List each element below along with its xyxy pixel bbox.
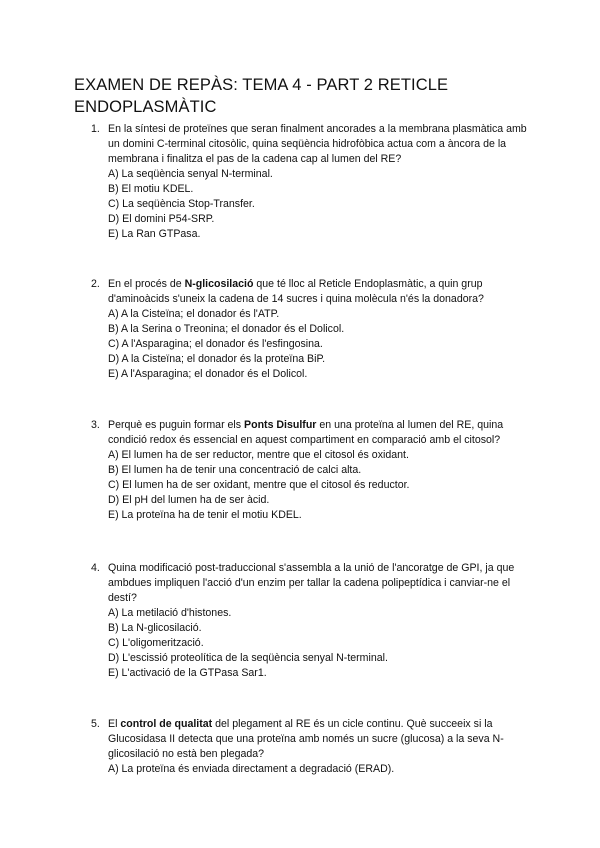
question-text: Perquè es puguin formar els Ponts Disulfur en una proteïna al lumen del RE, quina condició redox és essencial en aquest compartiment en comparació amb el citosol? (108, 419, 504, 446)
question-number: 5. (91, 718, 100, 730)
question-text: El control de qualitat del plegament al RE és un cicle continu. Què succeeix si la Glucosidasa II detecta que una proteïna amb només un sucre (glucosa) a la seva N-glicosilació no està ben plegada? (108, 718, 504, 760)
answer-option-a: A) La proteïna és enviada directament a degradació (ERAD). (108, 763, 395, 775)
answer-option-d: D) El domini P54-SRP. (108, 213, 215, 225)
answer-options (108, 606, 541, 681)
answer-option-c: C) A l'Asparagina; el donador és l'esfingosina. (108, 338, 323, 350)
answer-option-a: A) La metilació d'histones. (108, 607, 232, 619)
answer-option-a: A) El lumen ha de ser reductor, mentre que el citosol és oxidant. (108, 449, 409, 461)
question-number: 3. (91, 419, 100, 431)
answer-option-c: C) El lumen ha de ser oxidant, mentre que el citosol és reductor. (108, 479, 410, 491)
question-text: Quina modificació post-traduccional s'assembla a la unió de l'ancoratge de GPI, ja que ambdues impliquen l'acció d'un enzim per tallar la cadena polipeptídica i canviar-ne el destí? (108, 562, 515, 604)
question-3 (91, 418, 541, 523)
exam-title (74, 74, 544, 118)
question-number: 1. (91, 123, 100, 135)
answer-option-e: E) La proteïna ha de tenir el motiu KDEL. (108, 509, 302, 521)
exam-title-line-2: ENDOPLASMÀTIC (74, 98, 217, 116)
answer-option-d: D) El pH del lumen ha de ser àcid. (108, 494, 270, 506)
answer-options (108, 167, 541, 242)
answer-option-e: E) La Ran GTPasa. (108, 228, 201, 240)
answer-option-e: E) L'activació de la GTPasa Sar1. (108, 667, 267, 679)
answer-option-d: D) L'escissió proteolítica de la seqüència senyal N-terminal. (108, 652, 388, 664)
answer-option-e: E) A l'Asparagina; el donador és el Dolicol. (108, 368, 308, 380)
answer-option-b: B) El lumen ha de tenir una concentració de calci alta. (108, 464, 362, 476)
answer-option-a: A) La seqüència senyal N-terminal. (108, 168, 273, 180)
question-keyword: N-glicosilació (184, 278, 254, 290)
question-1 (91, 122, 541, 242)
question-2 (91, 277, 541, 382)
answer-option-d: D) A la Cisteïna; el donador és la proteïna BiP. (108, 353, 326, 365)
question-text: En la síntesi de proteïnes que seran finalment ancorades a la membrana plasmàtica amb un domini C-terminal citosòlic, quina seqüència hidrofòbica actua com a àncora de la membrana i finalitza el pas de la cadena cap al lumen del RE? (108, 123, 527, 165)
exam-title-line-1: EXAMEN DE REPÀS: TEMA 4 - PART 2 RETICLE (74, 76, 449, 94)
answer-option-a: A) A la Cisteïna; el donador és l'ATP. (108, 308, 280, 320)
question-keyword: control de qualitat (120, 718, 213, 730)
question-text: En el procés de N-glicosilació que té lloc al Reticle Endoplasmàtic, a quin grup d'aminoàcids s'uneix la cadena de 14 sucres i quina molècula n'és la donadora? (108, 278, 484, 305)
answer-option-c: C) L'oligomerització. (108, 637, 204, 649)
question-number: 2. (91, 278, 100, 290)
answer-options (108, 307, 541, 382)
question-5 (91, 717, 541, 777)
question-number: 4. (91, 562, 100, 574)
answer-option-b: B) La N-glicosilació. (108, 622, 202, 634)
question-4 (91, 561, 541, 681)
question-keyword: Ponts Disulfur (244, 419, 317, 431)
answer-options (108, 762, 541, 777)
answer-options (108, 448, 541, 523)
answer-option-b: B) El motiu KDEL. (108, 183, 194, 195)
answer-option-b: B) A la Serina o Treonina; el donador és el Dolicol. (108, 323, 345, 335)
answer-option-c: C) La seqüència Stop-Transfer. (108, 198, 255, 210)
